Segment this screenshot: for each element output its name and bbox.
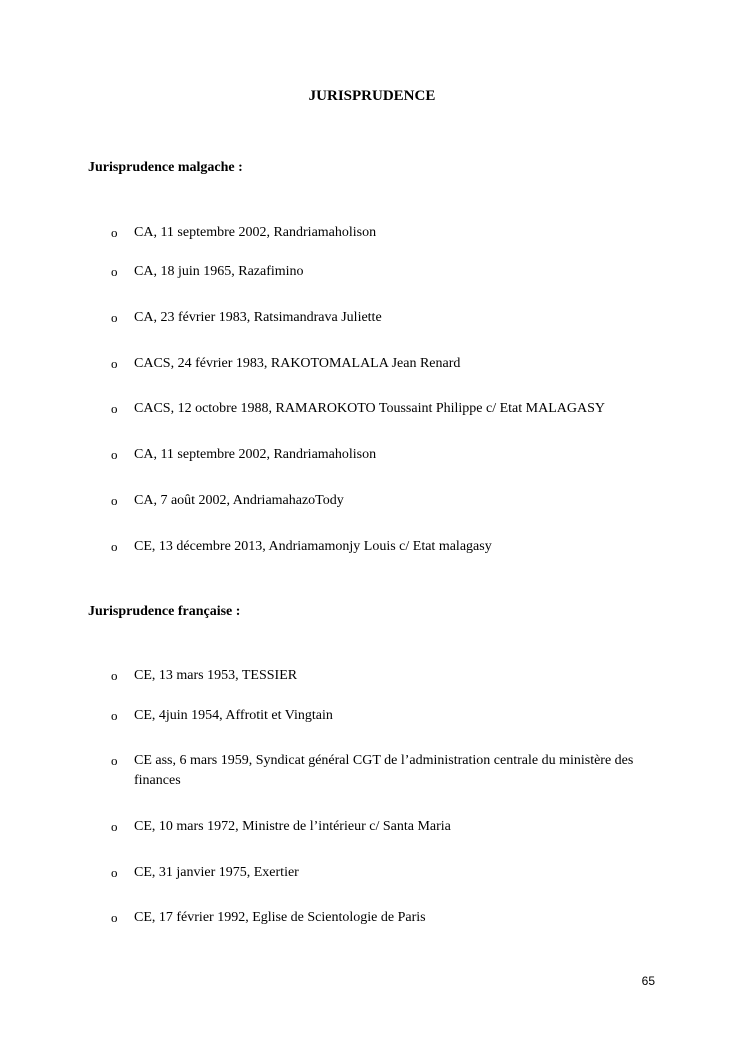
bullet-circle-icon: o xyxy=(111,668,118,683)
bullet-circle-icon: o xyxy=(111,447,118,462)
list-item xyxy=(111,445,671,465)
bullet-circle-icon: o xyxy=(111,356,118,371)
list-item-text: CA, 23 février 1983, Ratsimandrava Juliette xyxy=(134,310,382,325)
list-item xyxy=(111,817,671,837)
list-item-text: CE, 31 janvier 1975, Exertier xyxy=(134,865,299,880)
list-item-text: CE, 13 décembre 2013, Andriamamonjy Louis c/ Etat malagasy xyxy=(134,539,492,554)
bullet-circle-icon: o xyxy=(111,819,118,834)
bullet-circle-icon: o xyxy=(111,310,118,325)
page-number: 65 xyxy=(641,974,655,988)
list-item-text: CACS, 12 octobre 1988, RAMAROKOTO Toussaint Philippe c/ Etat MALAGASY xyxy=(134,401,606,416)
bullet-circle-icon: o xyxy=(111,910,118,925)
list-item-text: CACS, 24 février 1983, RAKOTOMALALA Jean Renard xyxy=(134,356,461,371)
bullet-circle-icon: o xyxy=(111,708,118,723)
list-item-text: CE ass, 6 mars 1959, Syndicat général CGT de l’administration centrale du ministère des finances xyxy=(134,753,634,788)
section-heading-malgache: Jurisprudence malgache : xyxy=(88,160,243,175)
bullet-circle-icon: o xyxy=(111,264,118,279)
list-item-text: CA, 11 septembre 2002, Randriamaholison xyxy=(134,447,377,462)
section-heading-francaise: Jurisprudence française : xyxy=(88,604,241,619)
list-item xyxy=(111,223,671,243)
list-item xyxy=(111,491,671,511)
bullet-circle-icon: o xyxy=(111,493,118,508)
bullet-circle-icon: o xyxy=(111,539,118,554)
list-item xyxy=(111,537,671,557)
list-item xyxy=(111,354,671,374)
list-item xyxy=(111,262,671,282)
list-item xyxy=(111,666,671,686)
page-title: JURISPRUDENCE xyxy=(308,88,436,104)
list-item-text: CE, 10 mars 1972, Ministre de l’intérieur c/ Santa Maria xyxy=(134,819,451,834)
list-item xyxy=(111,863,671,883)
list-item-text: CE, 4juin 1954, Affrotit et Vingtain xyxy=(134,708,333,723)
bullet-circle-icon: o xyxy=(111,753,118,768)
list-item-text: CE, 13 mars 1953, TESSIER xyxy=(134,668,298,683)
bullet-circle-icon: o xyxy=(111,865,118,880)
list-item xyxy=(111,308,671,328)
list-item-text: CA, 7 août 2002, AndriamahazoTody xyxy=(134,493,344,508)
bullet-circle-icon: o xyxy=(111,225,118,240)
list-item xyxy=(111,399,671,419)
list-item xyxy=(111,908,671,928)
list-item xyxy=(111,751,671,791)
list-item-text: CE, 17 février 1992, Eglise de Scientologie de Paris xyxy=(134,910,426,925)
list-item xyxy=(111,706,671,726)
list-item-text: CA, 18 juin 1965, Razafimino xyxy=(134,264,304,279)
list-item-text: CA, 11 septembre 2002, Randriamaholison xyxy=(134,225,377,240)
bullet-circle-icon: o xyxy=(111,401,118,416)
